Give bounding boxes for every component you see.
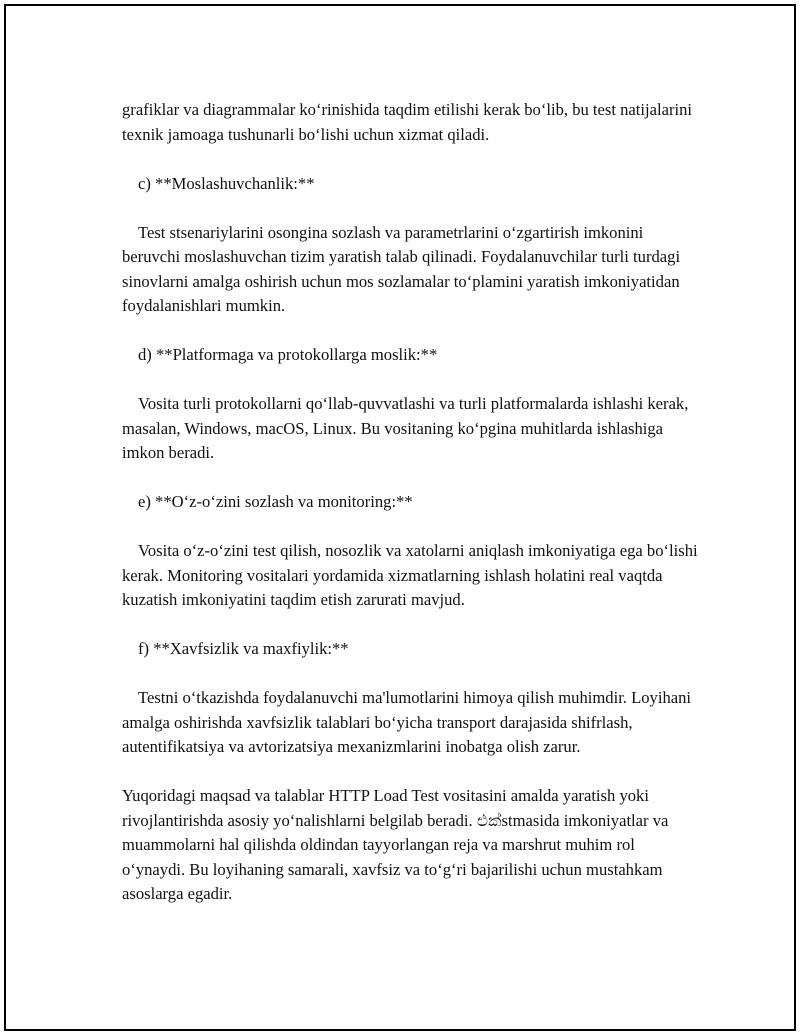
heading-security-privacy: f) **Xavfsizlik va maxfiylik:** [138, 639, 349, 658]
paragraph-flexibility: Test stsenariylarini osongina sozlash va parametrlarini oʻzgartirish imkonini beruvchi moslashuvchan tizim yaratish talab qilinadi. Foydalanuvchilar turli turdagi sinovlarni amalga oshirish uchun mos sozlamalar toʻplamini yaratish imkoniyatidan foydalanishlari mumkin. [122, 222, 681, 315]
document-body [122, 98, 702, 931]
page-frame [4, 4, 796, 1031]
paragraph-self-config-monitoring: Vosita oʻz-oʻzini test qilish, nosozlik va xatolarni aniqlash imkoniyatiga ega boʻlishi kerak. Monitoring vositalari yordamida xizmatlarning ishlash holatini real vaqtda kuzatish imkoniyatini taqdim etish zarurati mavjud. [122, 541, 698, 609]
paragraph-conclusion: Yuqoridagi maqsad va talablar HTTP Load Test vositasini amalda yaratish yoki rivojlantirishda asosiy yoʻnalishlarni belgilab beradi. එක්stmasida imkoniyatlar va muammolarni hal qilishda oldindan tayyorlangan reja va marshrut muhim rol oʻynaydi. Bu loyihaning samarali, xavfsiz va toʻgʻri bajarilishi uchun mustahkam asoslarga egadir. [122, 786, 669, 903]
paragraph-platform-compatibility: Vosita turli protokollarni qoʻllab-quvvatlashi va turli platformalarda ishlashi kerak, masalan, Windows, macOS, Linux. Bu vositaning koʻpgina muhitlarda ishlashiga imkon beradi. [122, 394, 689, 462]
heading-self-config-monitoring: e) **Oʻz-oʻzini sozlash va monitoring:** [138, 492, 413, 511]
heading-flexibility: c) **Moslashuvchanlik:** [138, 173, 315, 193]
heading-platform-compatibility: d) **Platformaga va protokollarga moslik:** [138, 345, 438, 364]
paragraph-security-privacy: Testni oʻtkazishda foydalanuvchi ma'lumotlarini himoya qilish muhimdir. Loyihani amalga oshirishda xavfsizlik talablari boʻyicha transport darajasida shifrlash, autentifikatsiya va avtorizatsiya mexanizmlarini inobatga olish zarur. [122, 688, 692, 756]
paragraph-intro: grafiklar va diagrammalar koʻrinishida taqdim etilishi kerak boʻlib, bu test natijalarini texnik jamoaga tushunarli boʻlishi uchun xizmat qiladi. [122, 100, 693, 144]
